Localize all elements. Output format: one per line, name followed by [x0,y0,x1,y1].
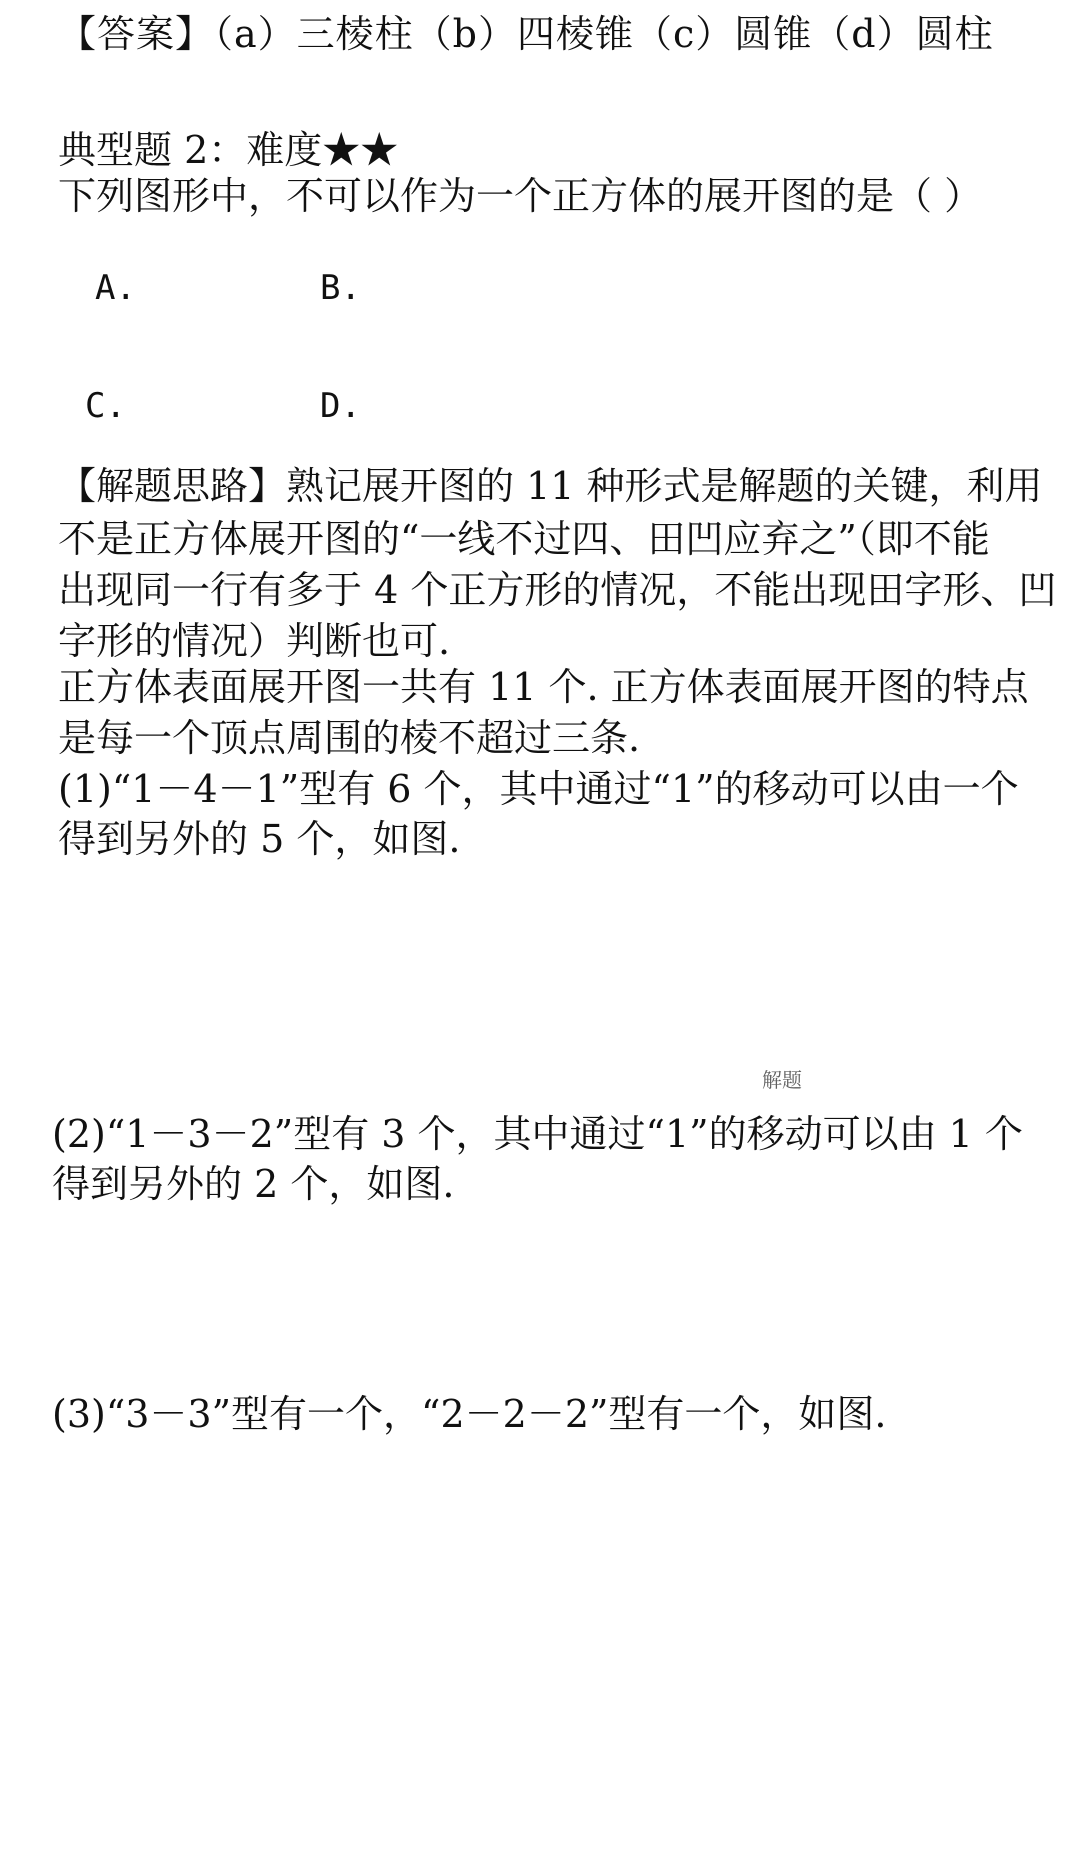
option-d-label: D. [320,386,361,426]
solution-line-5: 正方体表面展开图一共有 11 个. 正方体表面展开图的特点 [58,665,1029,709]
solution-line-3: 出现同一行有多于 4 个正方形的情况，不能出现田字形、凹 [58,568,1057,612]
solution-line-7: (1)“1－4－1”型有 6 个，其中通过“1”的移动可以由一个 [58,767,1019,811]
solution-line-8: 得到另外的 5 个，如图. [58,817,461,861]
question-heading: 典型题 2：难度★★ [58,128,399,172]
option-c-label: C. [85,386,126,426]
case3-line: (3)“3－3”型有一个，“2－2－2”型有一个，如图. [52,1392,887,1436]
question-text: 下列图形中，不可以作为一个正方体的展开图的是（ ） [58,174,983,218]
solution-line-1: 【解题思路】熟记展开图的 11 种形式是解题的关键，利用 [58,464,1043,508]
answer-line: 【答案】（a）三棱柱（b）四棱锥（c）圆锥（d）圆柱 [58,12,994,56]
case2-line-1: (2)“1－3－2”型有 3 个，其中通过“1”的移动可以由 1 个 [52,1112,1023,1156]
solution-line-2: 不是正方体展开图的“一线不过四、田凹应弃之”（即不能 [58,517,990,561]
option-b-label: B. [320,268,361,308]
solution-line-6: 是每一个顶点周围的棱不超过三条. [58,716,641,760]
watermark: 解题 [762,1068,802,1092]
net-132-3 [707,1220,1007,1370]
net-222 [652,1450,952,1600]
solution-line-4: 字形的情况）判断也可. [58,619,451,663]
option-a-label: A. [95,268,136,308]
case2-line-2: 得到另外的 2 个，如图. [52,1162,455,1206]
